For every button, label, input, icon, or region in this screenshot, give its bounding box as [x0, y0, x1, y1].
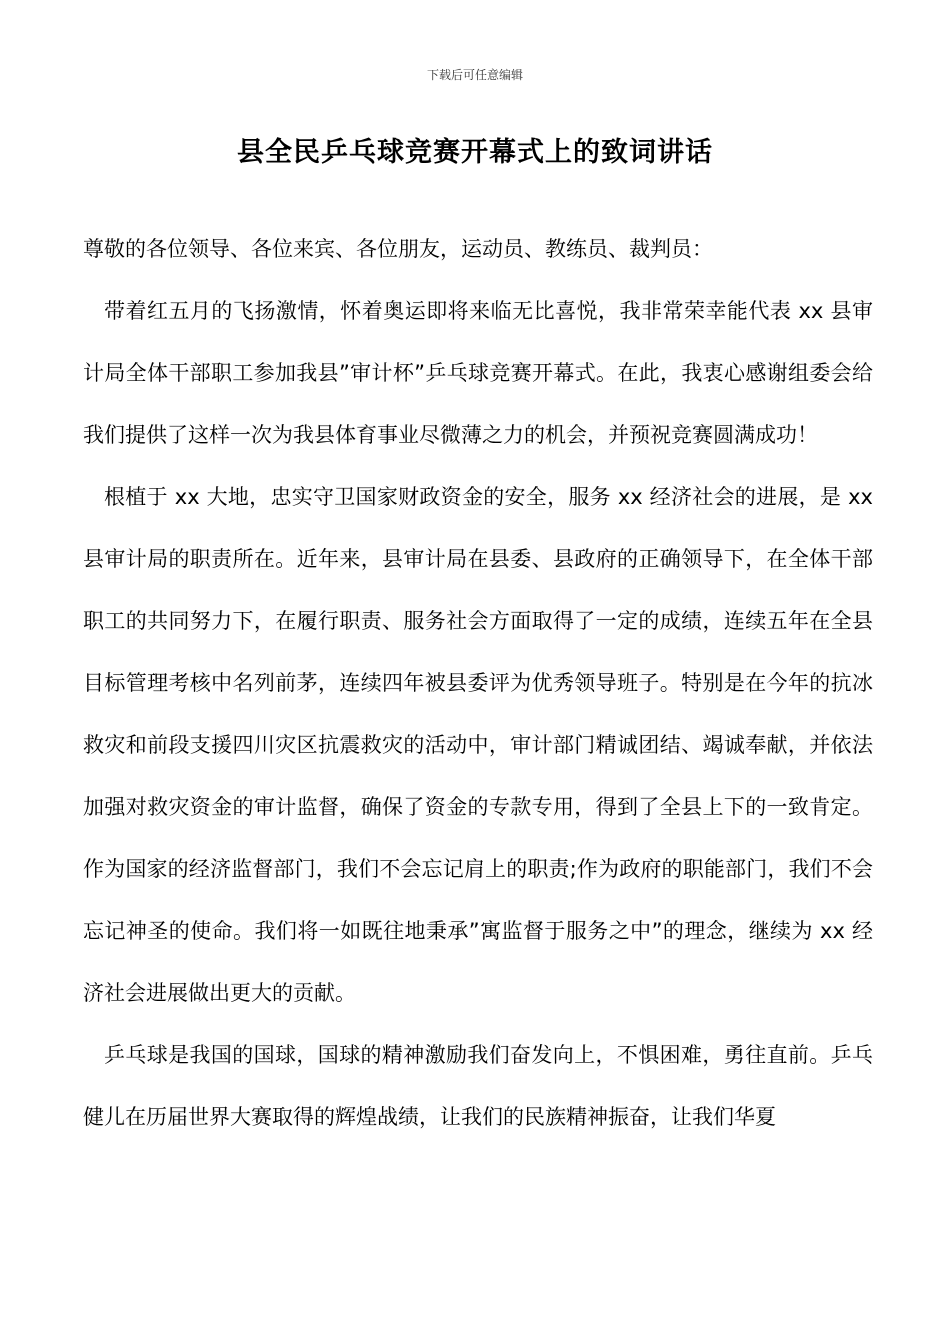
body-paragraph: 带着红五月的飞扬激情，怀着奥运即将来临无比喜悦，我非常荣幸能代表 xx 县审计局全体干部职工参加我县”审计杯”乒乓球竞赛开幕式。在此，我衷心感谢组委会给我们提供了这样一次为我县体育事业尽微薄之力的机会，并预祝竞赛圆满成功！: [83, 299, 873, 447]
body-paragraph: 根植于 xx 大地，忠实守卫国家财政资金的安全，服务 xx 经济社会的进展，是 xx 县审计局的职责所在。近年来，县审计局在县委、县政府的正确领导下，在全体干部职工的共同努力下，在履行职责、服务社会方面取得了一定的成绩，连续五年在全县目标管理考核中名列前茅，连续四年被县委评为优秀领导班子。特别是在今年的抗冰救灾和前段支援四川灾区抗震救灾的活动中，审计部门精诚团结、竭诚奉献，并依法加强对救灾资金的审计监督，确保了资金的专款专用，得到了全县上下的一致肯定。作为国家的经济监督部门，我们不会忘记肩上的职责;作为政府的职能部门，我们不会忘记神圣的使命。我们将一如既往地秉承”寓监督于服务之中”的理念，继续为 xx 经济社会进展做出更大的贡献。: [83, 485, 873, 1005]
header-note: 下载后可任意编辑: [426, 68, 523, 82]
salutation-paragraph: 尊敬的各位领导、各位来宾、各位朋友，运动员、教练员、裁判员：: [83, 237, 713, 261]
document-body: [83, 218, 873, 1148]
body-paragraph: 乒乓球是我国的国球，国球的精神激励我们奋发向上，不惧困难，勇往直前。乒乓健儿在历届世界大赛取得的辉煌战绩，让我们的民族精神振奋，让我们华夏: [83, 1043, 873, 1129]
page-title: 县全民乒乓球竞赛开幕式上的致词讲话: [237, 137, 713, 168]
